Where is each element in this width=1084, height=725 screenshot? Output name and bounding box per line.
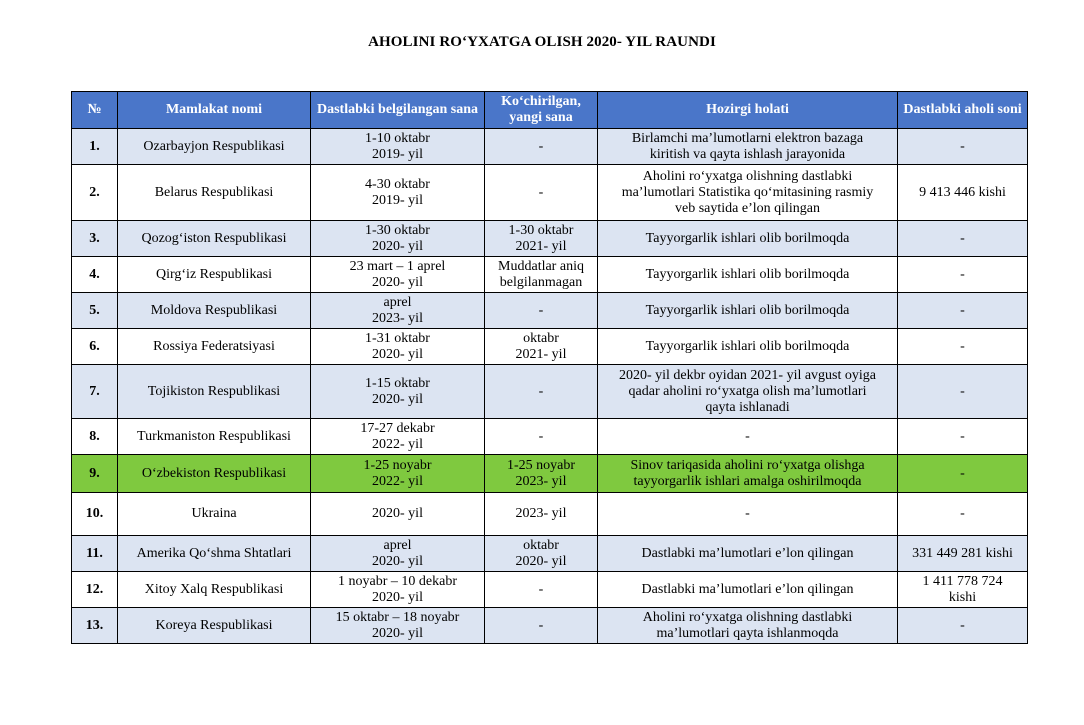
table-header-row — [72, 92, 1028, 129]
cell-country: Moldova Respublikasi — [118, 293, 311, 329]
cell-population — [898, 536, 1028, 572]
cell-moved-date — [485, 608, 598, 644]
cell-num: 4. — [72, 257, 118, 293]
census-table — [71, 91, 1028, 644]
cell-line: 2020- yil — [515, 553, 567, 569]
cell-num: 6. — [72, 329, 118, 365]
cell-country: Tojikiston Respublikasi — [118, 365, 311, 419]
table-row — [72, 493, 1028, 536]
cell-line: 1-30 oktabr — [508, 222, 574, 238]
cell-num: 2. — [72, 165, 118, 221]
table-row — [72, 329, 1028, 365]
header-num: № — [72, 92, 118, 129]
table-row — [72, 365, 1028, 419]
cell-line: Tayyorgarlik ishlari olib borilmoqda — [645, 302, 850, 318]
cell-moved-date — [485, 221, 598, 257]
cell-country: Qozog‘iston Respublikasi — [118, 221, 311, 257]
cell-line: 2020- yil — [372, 274, 423, 290]
cell-line: 2023- yil — [515, 506, 567, 521]
table-row — [72, 129, 1028, 165]
cell-line: 1-31 oktabr — [365, 330, 430, 346]
cell-status — [598, 608, 898, 644]
cell-line: Tayyorgarlik ishlari olib borilmoqda — [645, 338, 850, 354]
cell-line: - — [538, 302, 544, 318]
cell-num: 11. — [72, 536, 118, 572]
cell-line: Birlamchi ma’lumotlarni elektron bazaga — [631, 130, 864, 146]
cell-initial-date — [311, 165, 485, 221]
cell-line: 23 mart – 1 aprel — [349, 258, 446, 274]
page-title: AHOLINI RO‘YXATGA OLISH 2020- YIL RAUNDI — [368, 34, 716, 50]
cell-initial-date — [311, 257, 485, 293]
cell-line: kiritish va qayta ishlash jarayonida — [649, 146, 846, 162]
cell-status — [598, 165, 898, 221]
cell-population — [898, 572, 1028, 608]
cell-num: 10. — [72, 493, 118, 536]
cell-initial-date — [311, 293, 485, 329]
cell-status — [598, 293, 898, 329]
header-initial-date: Dastlabki belgilangan sana — [311, 92, 485, 129]
cell-initial-date — [311, 329, 485, 365]
cell-population — [898, 608, 1028, 644]
table-row — [72, 293, 1028, 329]
cell-line: 2020- yil — [372, 238, 423, 254]
cell-line: - — [538, 617, 544, 633]
cell-line: 2020- yil — [372, 589, 423, 605]
cell-status — [598, 419, 898, 455]
cell-moved-date — [485, 329, 598, 365]
cell-line: 15 oktabr – 18 noyabr — [335, 609, 460, 625]
cell-population — [898, 221, 1028, 257]
cell-line: Dastlabki ma’lumotlari e’lon qilingan — [641, 581, 854, 597]
table-row — [72, 419, 1028, 455]
cell-initial-date — [311, 493, 485, 536]
cell-line: 1-30 oktabr — [365, 222, 430, 238]
cell-line: 2019- yil — [372, 146, 423, 162]
cell-line: - — [960, 465, 965, 481]
cell-line: - — [538, 184, 544, 200]
header-country: Mamlakat nomi — [118, 92, 311, 129]
cell-country: Koreya Respublikasi — [118, 608, 311, 644]
cell-line: - — [960, 338, 965, 354]
cell-status — [598, 455, 898, 493]
cell-line: - — [960, 230, 965, 246]
cell-line: ma’lumotlari qayta ishlanmoqda — [656, 625, 839, 641]
cell-moved-date — [485, 572, 598, 608]
cell-population — [898, 257, 1028, 293]
cell-status — [598, 329, 898, 365]
cell-country: Turkmaniston Respublikasi — [118, 419, 311, 455]
cell-line: 1-25 noyabr — [506, 457, 576, 473]
cell-line: aprel — [383, 294, 412, 310]
table-row — [72, 257, 1028, 293]
cell-population — [898, 293, 1028, 329]
cell-line: 2020- yil — [372, 506, 423, 521]
cell-population — [898, 455, 1028, 493]
cell-status — [598, 365, 898, 419]
cell-population — [898, 365, 1028, 419]
cell-line: 1-15 oktabr — [365, 375, 430, 391]
cell-line: 331 449 281 kishi — [912, 545, 1013, 561]
cell-moved-date — [485, 455, 598, 493]
cell-line: Tayyorgarlik ishlari olib borilmoqda — [645, 266, 850, 282]
cell-country: Ukraina — [118, 493, 311, 536]
cell-line: - — [960, 428, 965, 444]
table-row — [72, 536, 1028, 572]
table-row — [72, 455, 1028, 493]
cell-line: Aholini ro‘yxatga olishning dastlabki — [642, 609, 853, 625]
cell-line: 2020- yil — [372, 346, 423, 362]
cell-line: veb saytida e’lon qilingan — [674, 200, 821, 216]
header-moved-date: Ko‘chirilgan, yangi sana — [485, 92, 598, 129]
cell-moved-date — [485, 536, 598, 572]
header-population: Dastlabki aholi soni — [898, 92, 1028, 129]
cell-population — [898, 165, 1028, 221]
cell-line: 2020- yil — [372, 391, 423, 407]
cell-moved-date — [485, 493, 598, 536]
cell-status — [598, 493, 898, 536]
cell-initial-date — [311, 455, 485, 493]
cell-population — [898, 493, 1028, 536]
cell-line: Aholini ro‘yxatga olishning dastlabki — [642, 168, 853, 184]
cell-line: 2023- yil — [372, 310, 423, 326]
cell-line: 2023- yil — [515, 473, 567, 489]
cell-line: - — [745, 506, 750, 521]
cell-line: Dastlabki ma’lumotlari e’lon qilingan — [641, 545, 854, 561]
cell-line: - — [960, 302, 965, 318]
cell-status — [598, 221, 898, 257]
cell-country: O‘zbekiston Respublikasi — [118, 455, 311, 493]
cell-moved-date — [485, 419, 598, 455]
cell-status — [598, 536, 898, 572]
cell-line: - — [960, 138, 965, 154]
cell-num: 3. — [72, 221, 118, 257]
cell-line: Muddatlar aniq — [498, 258, 584, 274]
cell-line: 2022- yil — [372, 436, 423, 452]
cell-initial-date — [311, 608, 485, 644]
cell-line: kishi — [948, 589, 977, 605]
table-row — [72, 165, 1028, 221]
cell-moved-date — [485, 129, 598, 165]
cell-population — [898, 329, 1028, 365]
cell-num: 1. — [72, 129, 118, 165]
cell-population — [898, 419, 1028, 455]
cell-country: Ozarbayjon Respublikasi — [118, 129, 311, 165]
cell-line: ma’lumotlari Statistika qo‘mitasining rasmiy — [621, 184, 874, 200]
cell-line: - — [960, 506, 965, 521]
cell-line: 1-10 oktabr — [365, 130, 430, 146]
cell-line: - — [538, 383, 544, 399]
cell-line: 2020- yil — [372, 553, 423, 569]
cell-status — [598, 129, 898, 165]
cell-line: 2019- yil — [372, 192, 423, 208]
cell-line: - — [960, 266, 965, 282]
cell-line: 2021- yil — [515, 346, 567, 362]
cell-line: tayyorgarlik ishlari amalga oshirilmoqda — [633, 473, 862, 489]
cell-moved-date — [485, 257, 598, 293]
cell-line: 2020- yil dekbr oyidan 2021- yil avgust oyiga — [618, 367, 877, 383]
cell-country: Amerika Qo‘shma Shtatlari — [118, 536, 311, 572]
table-row — [72, 608, 1028, 644]
cell-country: Qirg‘iz Respublikasi — [118, 257, 311, 293]
cell-line: - — [745, 428, 750, 444]
cell-line: - — [960, 617, 965, 633]
cell-line: - — [538, 428, 544, 444]
cell-moved-date — [485, 365, 598, 419]
cell-line: 17-27 dekabr — [360, 420, 435, 436]
cell-initial-date — [311, 129, 485, 165]
cell-line: 1 411 778 724 — [922, 573, 1003, 589]
cell-country: Xitoy Xalq Respublikasi — [118, 572, 311, 608]
cell-status — [598, 572, 898, 608]
cell-line: 4-30 oktabr — [365, 176, 430, 192]
cell-line: 9 413 446 kishi — [919, 184, 1006, 200]
cell-initial-date — [311, 365, 485, 419]
cell-initial-date — [311, 221, 485, 257]
cell-line: aprel — [383, 537, 412, 553]
cell-line: Sinov tariqasida aholini ro‘yxatga olishga — [630, 457, 865, 473]
cell-moved-date — [485, 293, 598, 329]
cell-population — [898, 129, 1028, 165]
cell-initial-date — [311, 572, 485, 608]
cell-line: 1 noyabr – 10 dekabr — [338, 573, 457, 589]
header-status: Hozirgi holati — [598, 92, 898, 129]
cell-num: 5. — [72, 293, 118, 329]
cell-line: oktabr — [523, 330, 559, 346]
cell-country: Belarus Respublikasi — [118, 165, 311, 221]
cell-num: 13. — [72, 608, 118, 644]
table-row — [72, 572, 1028, 608]
cell-num: 12. — [72, 572, 118, 608]
cell-line: qadar aholini ro‘yxatga olish ma’lumotlari — [628, 383, 867, 399]
cell-line: oktabr — [523, 537, 559, 553]
cell-line: 2020- yil — [372, 625, 423, 641]
cell-line: 2021- yil — [515, 238, 567, 254]
cell-initial-date — [311, 419, 485, 455]
cell-line: Tayyorgarlik ishlari olib borilmoqda — [645, 230, 850, 246]
cell-status — [598, 257, 898, 293]
cell-line: - — [538, 581, 544, 597]
table-row — [72, 221, 1028, 257]
cell-country: Rossiya Federatsiyasi — [118, 329, 311, 365]
cell-line: - — [538, 138, 544, 154]
cell-line: belgilanmagan — [499, 274, 583, 290]
cell-num: 7. — [72, 365, 118, 419]
cell-num: 9. — [72, 455, 118, 493]
table-body — [72, 129, 1028, 644]
cell-moved-date — [485, 165, 598, 221]
cell-line: 2022- yil — [372, 473, 423, 489]
cell-line: 1-25 noyabr — [363, 457, 432, 473]
cell-line: qayta ishlanadi — [705, 399, 790, 415]
cell-initial-date — [311, 536, 485, 572]
cell-num: 8. — [72, 419, 118, 455]
cell-line: - — [960, 383, 965, 399]
